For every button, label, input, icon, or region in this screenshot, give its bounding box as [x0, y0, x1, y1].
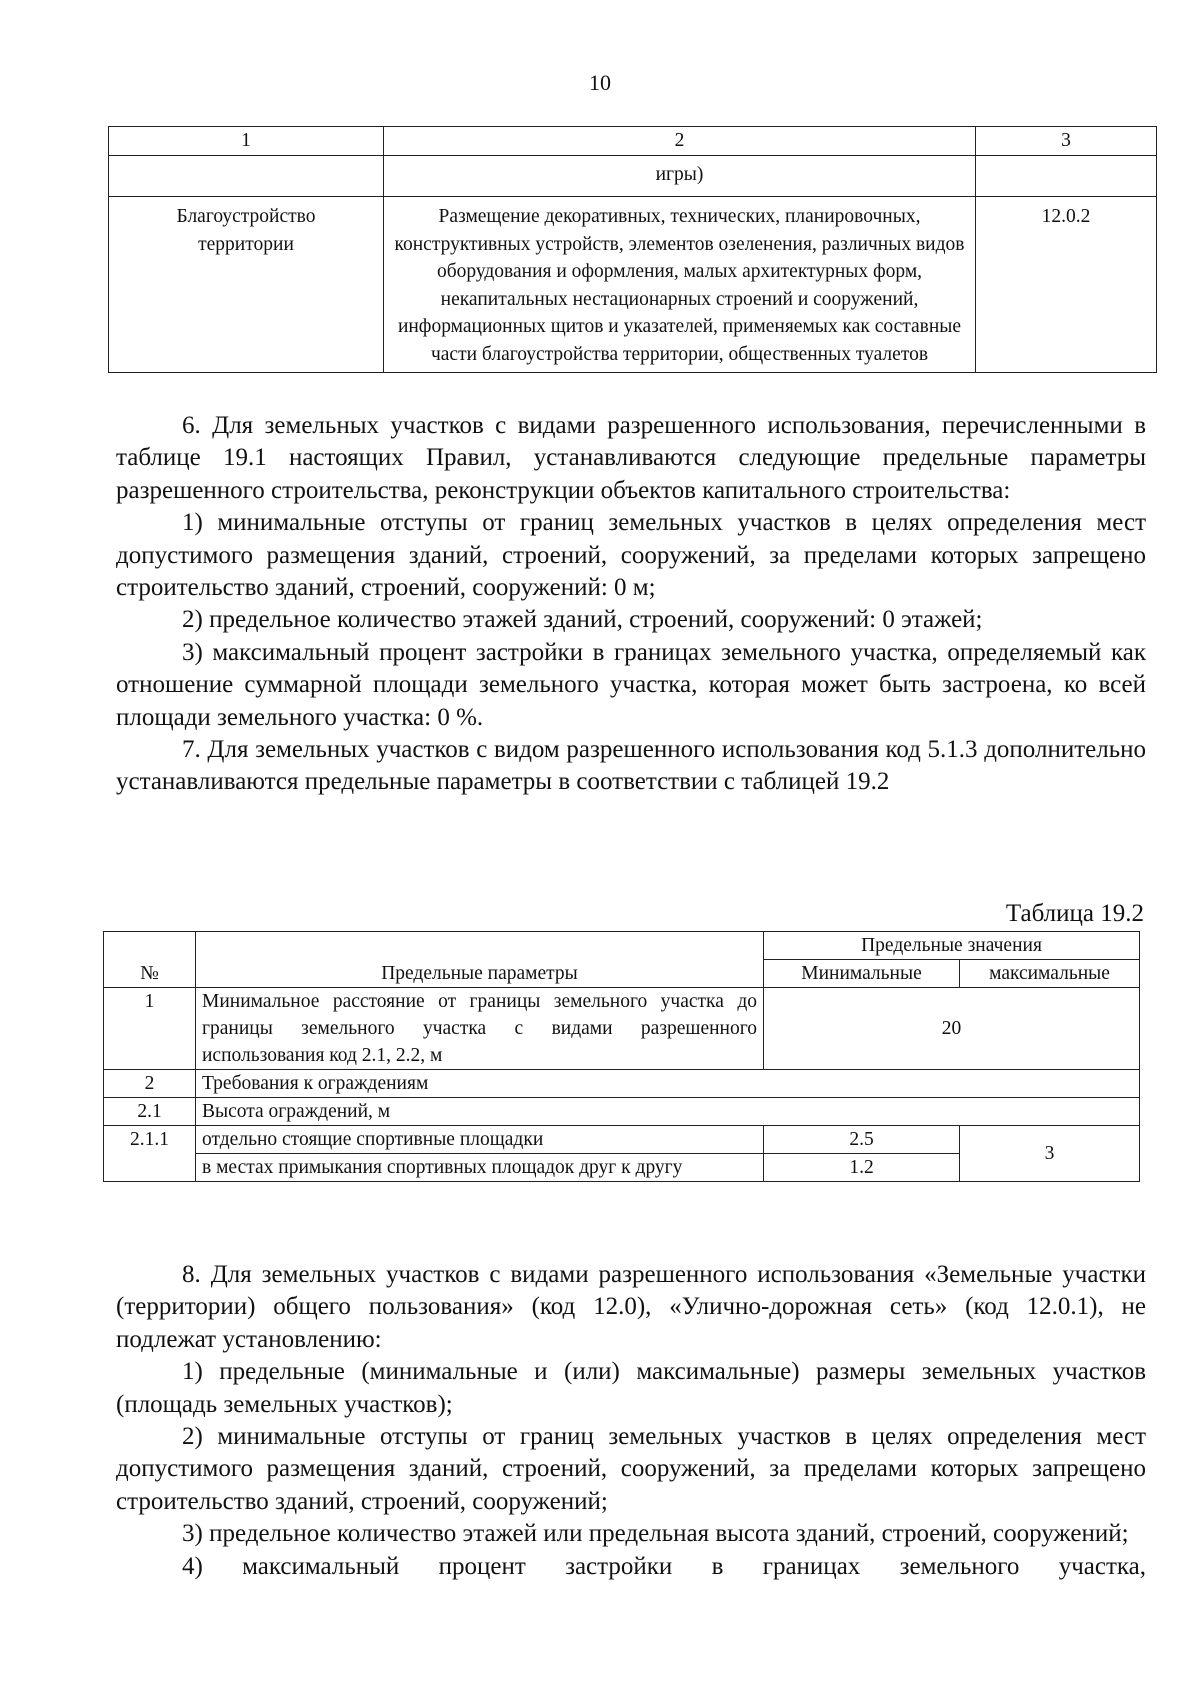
column-number-1: 1 — [109, 127, 384, 156]
paragraph-8-item-4: 4) максимальный процент застройки в границах земельного участка, — [182, 1552, 1146, 1580]
cell-name: Благоустройство территории — [109, 197, 384, 373]
paragraph-8-item-2: 2) минимальные отступы от границ земельных участков в целях определения мест допустимого размещения зданий, строений, сооружений, за пределами которых запрещено строительство зданий, строений, сооружений; — [116, 1423, 1146, 1515]
cell-num: 2.1.1 — [104, 1126, 196, 1182]
cell-param: отдельно стоящие спортивные площадки — [196, 1126, 764, 1154]
cell-description: игры) — [384, 156, 976, 197]
header-values-group: Предельные значения — [764, 932, 1140, 960]
table-caption: Таблица 19.2 — [1005, 900, 1144, 927]
section-6-7 — [116, 410, 1146, 799]
cell-num: 1 — [104, 988, 196, 1070]
header-param: Предельные параметры — [196, 932, 764, 988]
paragraph-6-item-1: 1) минимальные отступы от границ земельных участков в целях определения мест допустимого размещения зданий, строений, сооружений, за пределами которых запрещено строительство зданий, строений, сооружений: 0 м; — [116, 509, 1146, 602]
cell-code — [976, 156, 1157, 197]
header-max: максимальные — [960, 960, 1140, 988]
header-num: № — [104, 932, 196, 988]
cell-max: 3 — [960, 1126, 1140, 1182]
paragraph-8-item-3: 3) предельное количество этажей или предельная высота зданий, строений, сооружений; — [182, 1520, 1129, 1548]
cell-param: в местах примыкания спортивных площадок друг к другу — [196, 1154, 764, 1182]
table-row — [109, 156, 1157, 197]
limit-parameters-table — [103, 931, 1140, 1182]
cell-param: Требования к ограждениям — [196, 1070, 1140, 1098]
cell-param: Минимальное расстояние от границы земельного участка до границы земельного участка с видами разрешенного использования код 2.1, 2.2, м — [196, 988, 764, 1070]
table-row — [104, 1070, 1140, 1098]
table-row — [104, 1098, 1140, 1126]
header-min: Минимальные — [764, 960, 960, 988]
paragraph-6-item-3: 3) максимальный процент застройки в границах земельного участка, определяемый как отношение суммарной площади земельного участка, которая может быть застроена, ко всей площади земельного участка: 0 %. — [116, 638, 1146, 731]
table-row — [104, 1126, 1140, 1154]
cell-min: 1.2 — [764, 1154, 960, 1182]
cell-value: 20 — [764, 988, 1140, 1070]
paragraph-6-item-2: 2) предельное количество этажей зданий, строений, сооружений: 0 этажей; — [182, 606, 983, 634]
page-number: 10 — [589, 70, 611, 95]
paragraph-8: 8. Для земельных участков с видами разрешенного использования «Земельные участки (территории) общего пользования» (код 12.0), «Улично-дорожная сеть» (код 12.0.1), не подлежат установлению: — [116, 1261, 1146, 1353]
paragraph-7: 7. Для земельных участков с видом разрешенного использования код 5.1.3 дополнительно устанавливаются предельные параметры в соответствии с таблицей 19.2 — [116, 736, 1146, 796]
table-header-row — [104, 932, 1140, 960]
cell-param: Высота ограждений, м — [196, 1098, 1140, 1126]
cell-description: Размещение декоративных, технических, планировочных, конструктивных устройств, элементов озеленения, различных видов оборудования и оформления, малых архитектурных форм, некапитальных нестационарных строений и сооружений, информационных щитов и указателей, применяемых как составные части благоустройства территории, общественных туалетов — [384, 197, 976, 373]
cell-num: 2 — [104, 1070, 196, 1098]
table-row — [109, 197, 1157, 373]
table-header-row — [109, 127, 1157, 156]
cell-num: 2.1 — [104, 1098, 196, 1126]
paragraph-6: 6. Для земельных участков с видами разрешенного использования, перечисленными в таблице 19.1 настоящих Правил, устанавливаются следующие предельные параметры разрешенного строительства, реконструкции объектов капитального строительства: — [116, 412, 1146, 504]
paragraph-8-item-1: 1) предельные (минимальные и (или) максимальные) размеры земельных участков (площадь земельных участков); — [116, 1358, 1146, 1418]
cell-code: 12.0.2 — [976, 197, 1157, 373]
use-types-table — [108, 126, 1157, 373]
column-number-3: 3 — [976, 127, 1157, 156]
cell-min: 2.5 — [764, 1126, 960, 1154]
section-8 — [116, 1259, 1146, 1583]
column-number-2: 2 — [384, 127, 976, 156]
table-row — [104, 988, 1140, 1070]
cell-name — [109, 156, 384, 197]
